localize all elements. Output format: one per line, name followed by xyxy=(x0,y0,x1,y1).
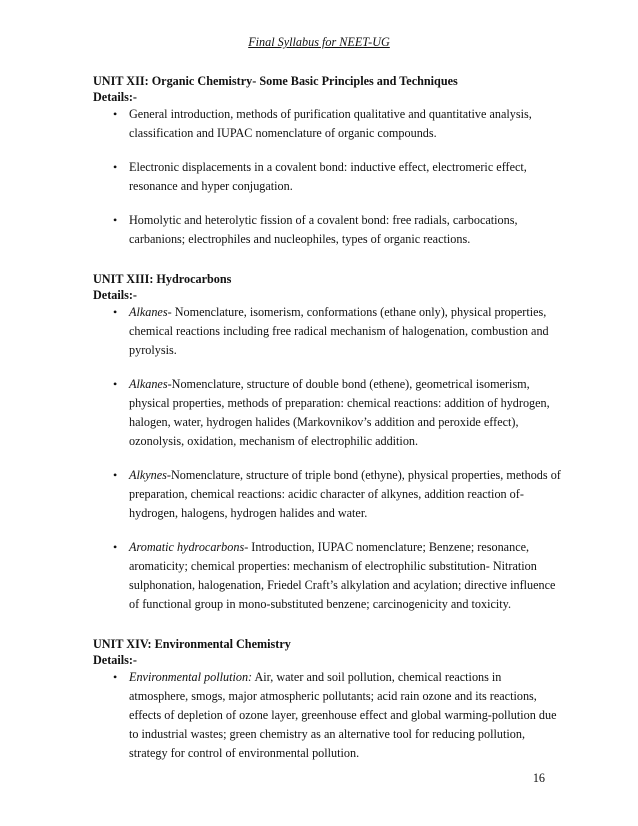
list-item xyxy=(93,211,563,249)
list-item xyxy=(93,375,563,451)
item-text: -Nomenclature, structure of triple bond (ethyne), physical properties, methods of preparation, chemical reactions: acidic character of alkynes, addition reaction of- hydrogen, halogens, hydrogen halides and water. xyxy=(129,468,561,520)
details-label: Details:- xyxy=(93,653,137,667)
bullet-icon: • xyxy=(113,213,118,227)
list-item xyxy=(93,158,563,196)
item-text: - Nomenclature, isomerism, conformations (ethane only), physical properties, chemical reactions including free radical mechanism of halogenation, combustion and pyrolysis. xyxy=(129,305,549,357)
item-text: Electronic displacements in a covalent bond: inductive effect, electromeric effect, resonance and hyper conjugation. xyxy=(129,160,527,193)
unit-title: UNIT XIV: Environmental Chemistry xyxy=(93,637,291,651)
list-item xyxy=(93,105,563,143)
item-lead: Aromatic hydrocarbons xyxy=(129,540,245,554)
item-text: General introduction, methods of purification qualitative and quantitative analysis, classification and IUPAC nomenclature of organic compounds. xyxy=(129,107,532,140)
details-label: Details:- xyxy=(93,90,137,104)
bullet-icon: • xyxy=(113,468,118,482)
unit-xiii xyxy=(93,271,563,614)
page-header xyxy=(0,35,638,50)
list-item xyxy=(93,538,563,614)
bullet-icon: • xyxy=(113,377,118,391)
list-item xyxy=(93,303,563,360)
item-text: Homolytic and heterolytic fission of a covalent bond: free radials, carbocations, carbanions; electrophiles and nucleophiles, types of organic reactions. xyxy=(129,213,518,246)
bullet-icon: • xyxy=(113,107,118,121)
bullet-icon: • xyxy=(113,540,118,554)
bullet-icon: • xyxy=(113,305,118,319)
page-number: 16 xyxy=(532,771,545,785)
bullet-icon: • xyxy=(113,160,118,174)
bullet-icon: • xyxy=(113,670,118,684)
header-title: Final Syllabus for NEET-UG xyxy=(248,35,390,49)
list-item xyxy=(93,466,563,523)
item-lead: Environmental pollution: xyxy=(129,670,253,684)
syllabus-content xyxy=(93,73,563,785)
item-lead: Alkanes xyxy=(129,305,168,319)
item-lead: Alkanes xyxy=(129,377,168,391)
unit-item-list xyxy=(93,105,563,249)
unit-item-list xyxy=(93,668,563,763)
unit-title: UNIT XIII: Hydrocarbons xyxy=(93,272,232,286)
unit-item-list xyxy=(93,303,563,614)
item-text: -Nomenclature, structure of double bond (ethene), geometrical isomerism, physical properties, methods of preparation: chemical reactions: addition of hydrogen, halogen, water, hydrogen halides (Markovnikov’s addition and peroxide effect), ozonolysis, oxidation, mechanism of electrophilic addition. xyxy=(129,377,550,448)
details-label: Details:- xyxy=(93,288,137,302)
item-lead: Alkynes xyxy=(129,468,167,482)
unit-title: UNIT XII: Organic Chemistry- Some Basic Principles and Techniques xyxy=(93,74,458,88)
item-text: - Introduction, IUPAC nomenclature; Benzene; resonance, aromaticity; chemical properties: mechanism of electrophilic substitution- Nitration sulphonation, halogenation, Friedel Craft’s alkylation and acylation; directive influence of functional group in mono-substituted benzene; carcinogenicity and toxicity. xyxy=(129,540,556,611)
item-text: Air, water and soil pollution, chemical reactions in atmosphere, smogs, major atmospheric pollutants; acid rain ozone and its reactions, effects of depletion of ozone layer, greenhouse effect and global warming-pollution due to industrial wastes; green chemistry as an alternative tool for reducing pollution, strategy for control of environmental pollution. xyxy=(129,670,557,760)
list-item xyxy=(93,668,563,763)
unit-xii xyxy=(93,73,563,249)
unit-xiv xyxy=(93,636,563,763)
